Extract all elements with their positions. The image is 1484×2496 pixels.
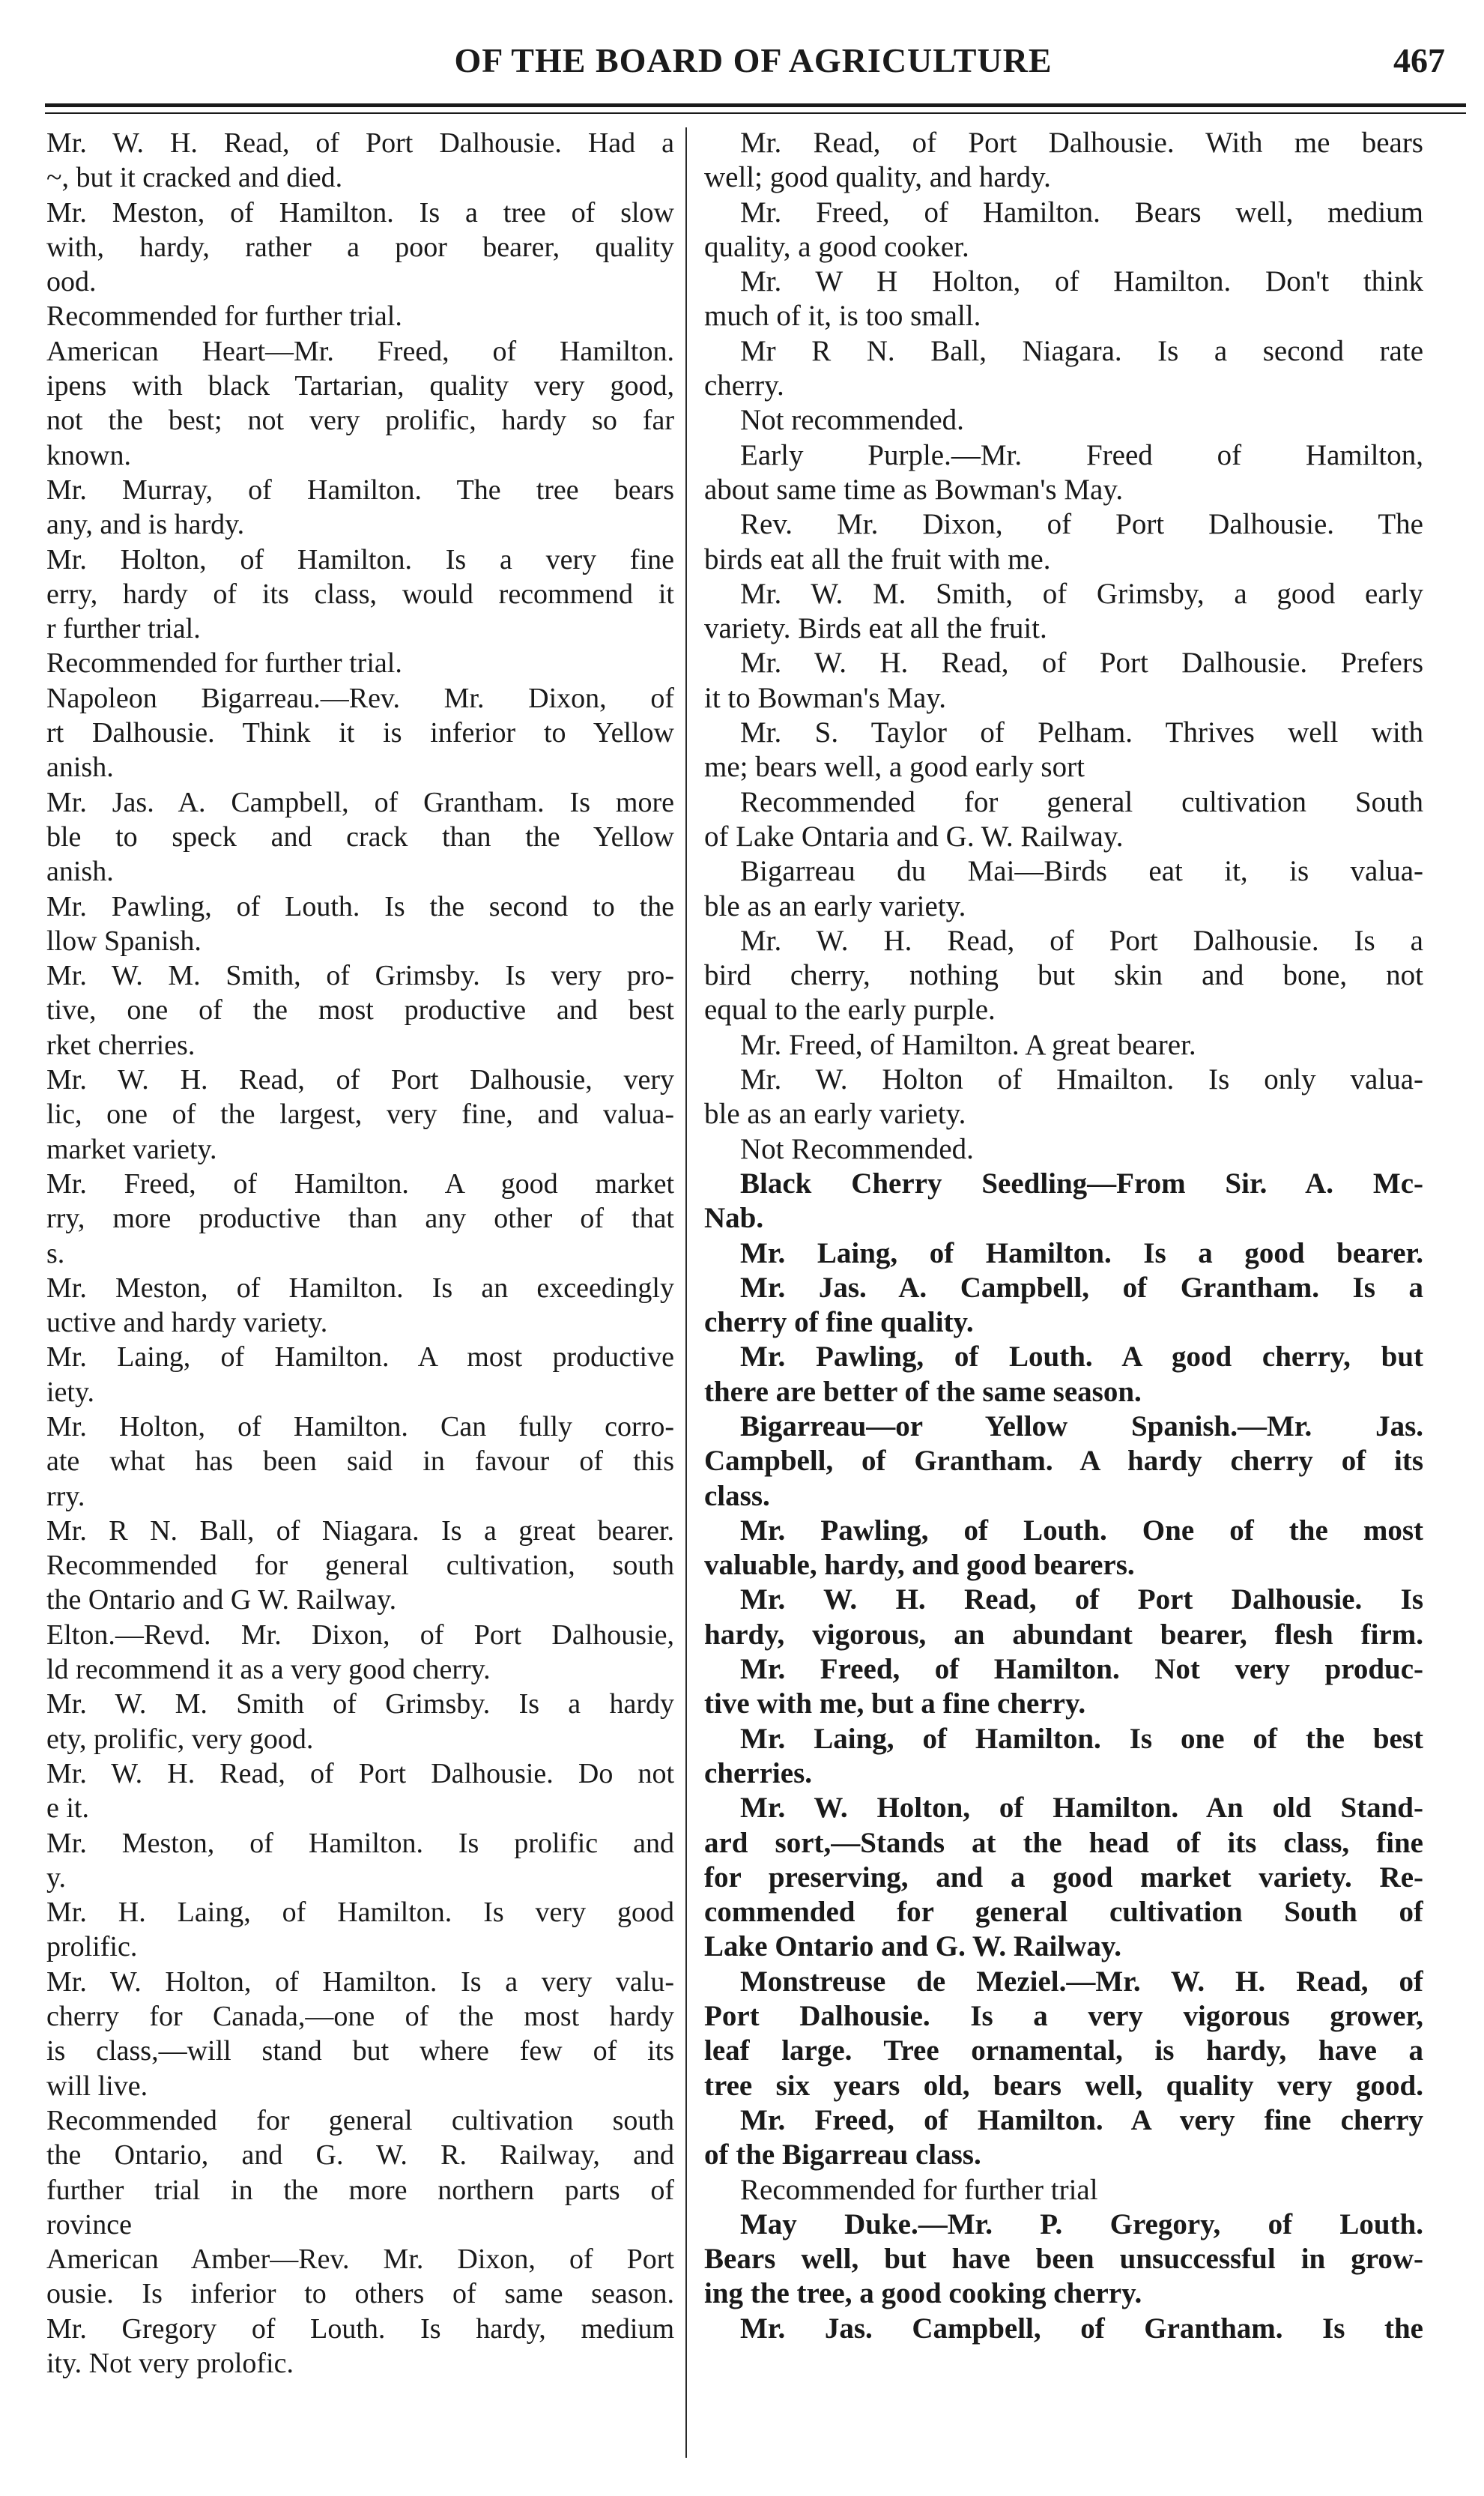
text-line: hardy, vigorous, an abundant bearer, flesh firm.: [704, 1618, 1423, 1651]
text-line: Mr. H. Laing, of Hamilton. Is very good: [46, 1897, 674, 1929]
text-line: Mr. Laing, of Hamilton. Is a good bearer.: [740, 1236, 1423, 1269]
text-line: ood.: [46, 266, 97, 298]
text-line: well; good quality, and hardy.: [704, 161, 1051, 194]
text-line: Mr R N. Ball, Niagara. Is a second rate: [740, 334, 1423, 367]
text-line: Mr. Meston, of Hamilton. Is an exceedingly: [46, 1272, 674, 1304]
text-line: Bears well, but have been unsuccessful in grow-: [704, 2243, 1423, 2276]
text-line: rt Dalhousie. Think it is inferior to Yellow: [46, 717, 674, 749]
text-line: of Lake Ontaria and G. W. Railway.: [704, 820, 1124, 853]
text-line: Mr. Meston, of Hamilton. Is a tree of slow: [46, 196, 674, 229]
text-line: Mr. Jas. A. Campbell, of Grantham. Is more: [46, 786, 674, 818]
text-line: Mr. W. H. Read, of Port Dalhousie. Is a: [740, 924, 1423, 957]
text-line: uctive and hardy variety.: [46, 1307, 328, 1339]
text-line: rry.: [46, 1480, 85, 1512]
text-line: Bigarreau du Mai—Birds eat it, is valua-: [740, 855, 1423, 888]
text-line: Recommended for general cultivation, south: [46, 1550, 674, 1582]
text-line: Mr. W. Holton, of Hamilton. An old Stand-: [740, 1792, 1423, 1825]
text-line: known.: [46, 439, 131, 471]
text-line: iety.: [46, 1376, 95, 1408]
text-line: tive, one of the most productive and best: [46, 994, 674, 1027]
text-line: valuable, hardy, and good bearers.: [704, 1549, 1135, 1582]
text-line: American Amber—Rev. Mr. Dixon, of Port: [46, 2243, 674, 2276]
text-line: Campbell, of Grantham. A hardy cherry of its: [704, 1445, 1423, 1478]
text-line: equal to the early purple.: [704, 994, 996, 1027]
text-line: Mr. W. Holton, of Hamilton. Is a very valu-: [46, 1965, 674, 1998]
text-line: much of it, is too small.: [704, 300, 981, 333]
text-line: will live.: [46, 2070, 148, 2102]
text-line: Mr. Read, of Port Dalhousie. With me bears: [740, 127, 1423, 159]
text-line: Mr. Gregory of Louth. Is hardy, medium: [46, 2312, 674, 2345]
text-line: Mr. W. M. Smith, of Grimsby. Is very pro-: [46, 960, 674, 992]
text-line: Black Cherry Seedling—From Sir. A. Mc-: [740, 1167, 1423, 1200]
header-rule-thin: [45, 112, 1466, 114]
text-line: ard sort,—Stands at the head of its class, fine: [704, 1826, 1423, 1859]
text-line: Mr. Pawling, of Louth. Is the second to the: [46, 890, 674, 922]
text-line: rry, more productive than any other of that: [46, 1203, 674, 1235]
text-line: Mr. Pawling, of Louth. One of the most: [740, 1514, 1423, 1547]
text-line: variety. Birds eat all the fruit.: [704, 612, 1047, 645]
text-line: Mr. Freed, of Hamilton. A good market: [46, 1167, 674, 1200]
page-number: 467: [1393, 41, 1445, 79]
text-line: Mr. W. H. Read, of Port Dalhousie. Do not: [46, 1757, 674, 1789]
text-line: tree six years old, bears well, quality very good.: [704, 2069, 1423, 2102]
text-line: ble as an early variety.: [704, 889, 966, 922]
text-line: llow Spanish.: [46, 925, 202, 957]
text-line: tive with me, but a fine cherry.: [704, 1687, 1086, 1720]
text-line: Recommended for general cultivation south: [46, 2104, 674, 2136]
text-line: ld recommend it as a very good cherry.: [46, 1654, 491, 1686]
text-line: Bigarreau—or Yellow Spanish.—Mr. Jas.: [740, 1409, 1423, 1442]
text-line: Mr. Holton, of Hamilton. Is a very fine: [46, 543, 674, 575]
column-divider: [685, 127, 687, 2458]
text-line: Not recommended.: [740, 404, 964, 437]
text-line: the Ontario and G W. Railway.: [46, 1584, 397, 1616]
text-line: Mr. Laing, of Hamilton. A most productive: [46, 1341, 674, 1374]
text-line: ate what has been said in favour of this: [46, 1445, 674, 1478]
text-line: Mr. Freed, of Hamilton. A great bearer.: [740, 1028, 1196, 1061]
text-line: Mr. W. H. Read, of Port Dalhousie, very: [46, 1064, 674, 1096]
text-line: further trial in the more northern parts of: [46, 2174, 674, 2206]
text-line: Mr. Pawling, of Louth. A good cherry, but: [740, 1341, 1423, 1374]
text-line: Mr. Freed, of Hamilton. A very fine cherry: [740, 2103, 1423, 2136]
text-line: of the Bigarreau class.: [704, 2139, 981, 2172]
text-line: quality, a good cooker.: [704, 230, 969, 263]
text-line: leaf large. Tree ornamental, is hardy, have a: [704, 2034, 1423, 2067]
text-line: prolific.: [46, 1931, 138, 1963]
text-line: commended for general cultivation South of: [704, 1896, 1423, 1929]
text-line: ousie. Is inferior to others of same season.: [46, 2278, 674, 2310]
text-line: Recommended for general cultivation South: [740, 785, 1423, 818]
text-line: ~, but it cracked and died.: [46, 162, 343, 194]
text-line: the Ontario, and G. W. R. Railway, and: [46, 2139, 674, 2172]
text-line: Monstreuse de Meziel.—Mr. W. H. Read, of: [740, 1965, 1423, 1998]
text-line: Mr. Freed, of Hamilton. Not very produc-: [740, 1653, 1423, 1686]
text-line: Mr. W. M. Smith of Grimsby. Is a hardy: [46, 1688, 674, 1720]
text-line: May Duke.—Mr. P. Gregory, of Louth.: [740, 2208, 1423, 2240]
text-line: rket cherries.: [46, 1029, 196, 1061]
text-line: Mr. Jas. Campbell, of Grantham. Is the: [740, 2312, 1423, 2345]
text-line: Not Recommended.: [740, 1132, 974, 1165]
text-line: Mr. W. Holton of Hmailton. Is only valua-: [740, 1063, 1423, 1096]
text-line: Mr. W. H. Read, of Port Dalhousie. Is: [740, 1583, 1423, 1616]
page-header-title: OF THE BOARD OF AGRICULTURE: [454, 41, 1053, 79]
header-rule-thick: [45, 103, 1466, 107]
text-line: cherries.: [704, 1756, 813, 1789]
text-line: cherry of fine quality.: [704, 1306, 974, 1339]
text-line: cherry.: [704, 369, 784, 402]
text-line: ing the tree, a good cooking cherry.: [704, 2277, 1142, 2310]
text-line: Rev. Mr. Dixon, of Port Dalhousie. The: [740, 508, 1423, 541]
right-column: [704, 126, 1423, 2464]
text-line: Napoleon Bigarreau.—Rev. Mr. Dixon, of: [46, 682, 674, 714]
text-line: Mr. W. M. Smith, of Grimsby, a good early: [740, 577, 1423, 610]
text-line: Port Dalhousie. Is a very vigorous grower,: [704, 2000, 1423, 2033]
running-header: [45, 28, 1462, 96]
text-line: r further trial.: [46, 613, 201, 645]
text-line: there are better of the same season.: [704, 1375, 1142, 1408]
text-line: market variety.: [46, 1133, 217, 1165]
text-line: anish.: [46, 752, 114, 784]
text-line: Mr. R N. Ball, of Niagara. Is a great bearer.: [46, 1514, 674, 1547]
text-line: Mr. W. H. Read, of Port Dalhousie. Prefers: [740, 647, 1423, 680]
text-line: Recommended for further trial.: [46, 647, 402, 680]
text-line: any, and is hardy.: [46, 509, 245, 541]
text-line: Mr. Murray, of Hamilton. The tree bears: [46, 474, 674, 506]
text-line: is class,—will stand but where few of its: [46, 2035, 674, 2067]
text-line: Lake Ontario and G. W. Railway.: [704, 1930, 1121, 1963]
text-line: Mr. Freed, of Hamilton. Bears well, medium: [740, 196, 1423, 229]
text-line: Nab.: [704, 1202, 764, 1235]
text-line: birds eat all the fruit with me.: [704, 543, 1051, 575]
text-line: Mr. Laing, of Hamilton. Is one of the best: [740, 1722, 1423, 1755]
text-line: Early Purple.—Mr. Freed of Hamilton,: [740, 438, 1423, 471]
text-line: with, hardy, rather a poor bearer, quality: [46, 231, 674, 263]
text-line: cherry for Canada,—one of the most hardy: [46, 2001, 674, 2033]
text-line: not the best; not very prolific, hardy so far: [46, 405, 674, 437]
text-line: it to Bowman's May.: [704, 681, 946, 714]
text-line: ble as an early variety.: [704, 1098, 966, 1131]
text-line: ipens with black Tartarian, quality very good,: [46, 370, 674, 402]
text-line: Mr. S. Taylor of Pelham. Thrives well with: [740, 716, 1423, 749]
text-line: bird cherry, nothing but skin and bone, not: [704, 959, 1423, 992]
text-line: ity. Not very prolofic.: [46, 2348, 294, 2379]
text-line: Mr. Jas. A. Campbell, of Grantham. Is a: [740, 1271, 1423, 1304]
text-line: lic, one of the largest, very fine, and valua-: [46, 1099, 674, 1131]
text-line: for preserving, and a good market variety. Re-: [704, 1861, 1423, 1894]
text-line: Recommended for further trial: [740, 2173, 1098, 2206]
text-line: anish.: [46, 856, 114, 888]
text-line: ble to speck and crack than the Yellow: [46, 821, 674, 853]
text-line: Recommended for further trial.: [46, 300, 402, 333]
text-line: y.: [46, 1861, 67, 1894]
text-line: Elton.—Revd. Mr. Dixon, of Port Dalhousie,: [46, 1619, 674, 1651]
text-line: about same time as Bowman's May.: [704, 473, 1124, 506]
text-line: Mr. Meston, of Hamilton. Is prolific and: [46, 1827, 674, 1859]
text-line: American Heart—Mr. Freed, of Hamilton.: [46, 335, 674, 367]
text-line: Mr. W. H. Read, of Port Dalhousie. Had a: [46, 127, 674, 159]
text-line: erry, hardy of its class, would recommend it: [46, 578, 674, 610]
text-line: e it.: [46, 1792, 89, 1825]
text-line: me; bears well, a good early sort: [704, 751, 1085, 784]
text-line: s.: [46, 1237, 65, 1269]
text-line: Mr. W H Holton, of Hamilton. Don't think: [740, 265, 1423, 298]
text-line: Mr. Holton, of Hamilton. Can fully corro-: [46, 1410, 674, 1442]
text-line: class.: [704, 1479, 770, 1512]
left-column: [46, 126, 674, 2464]
text-line: ety, prolific, very good.: [46, 1723, 314, 1755]
text-line: rovince: [46, 2208, 132, 2240]
